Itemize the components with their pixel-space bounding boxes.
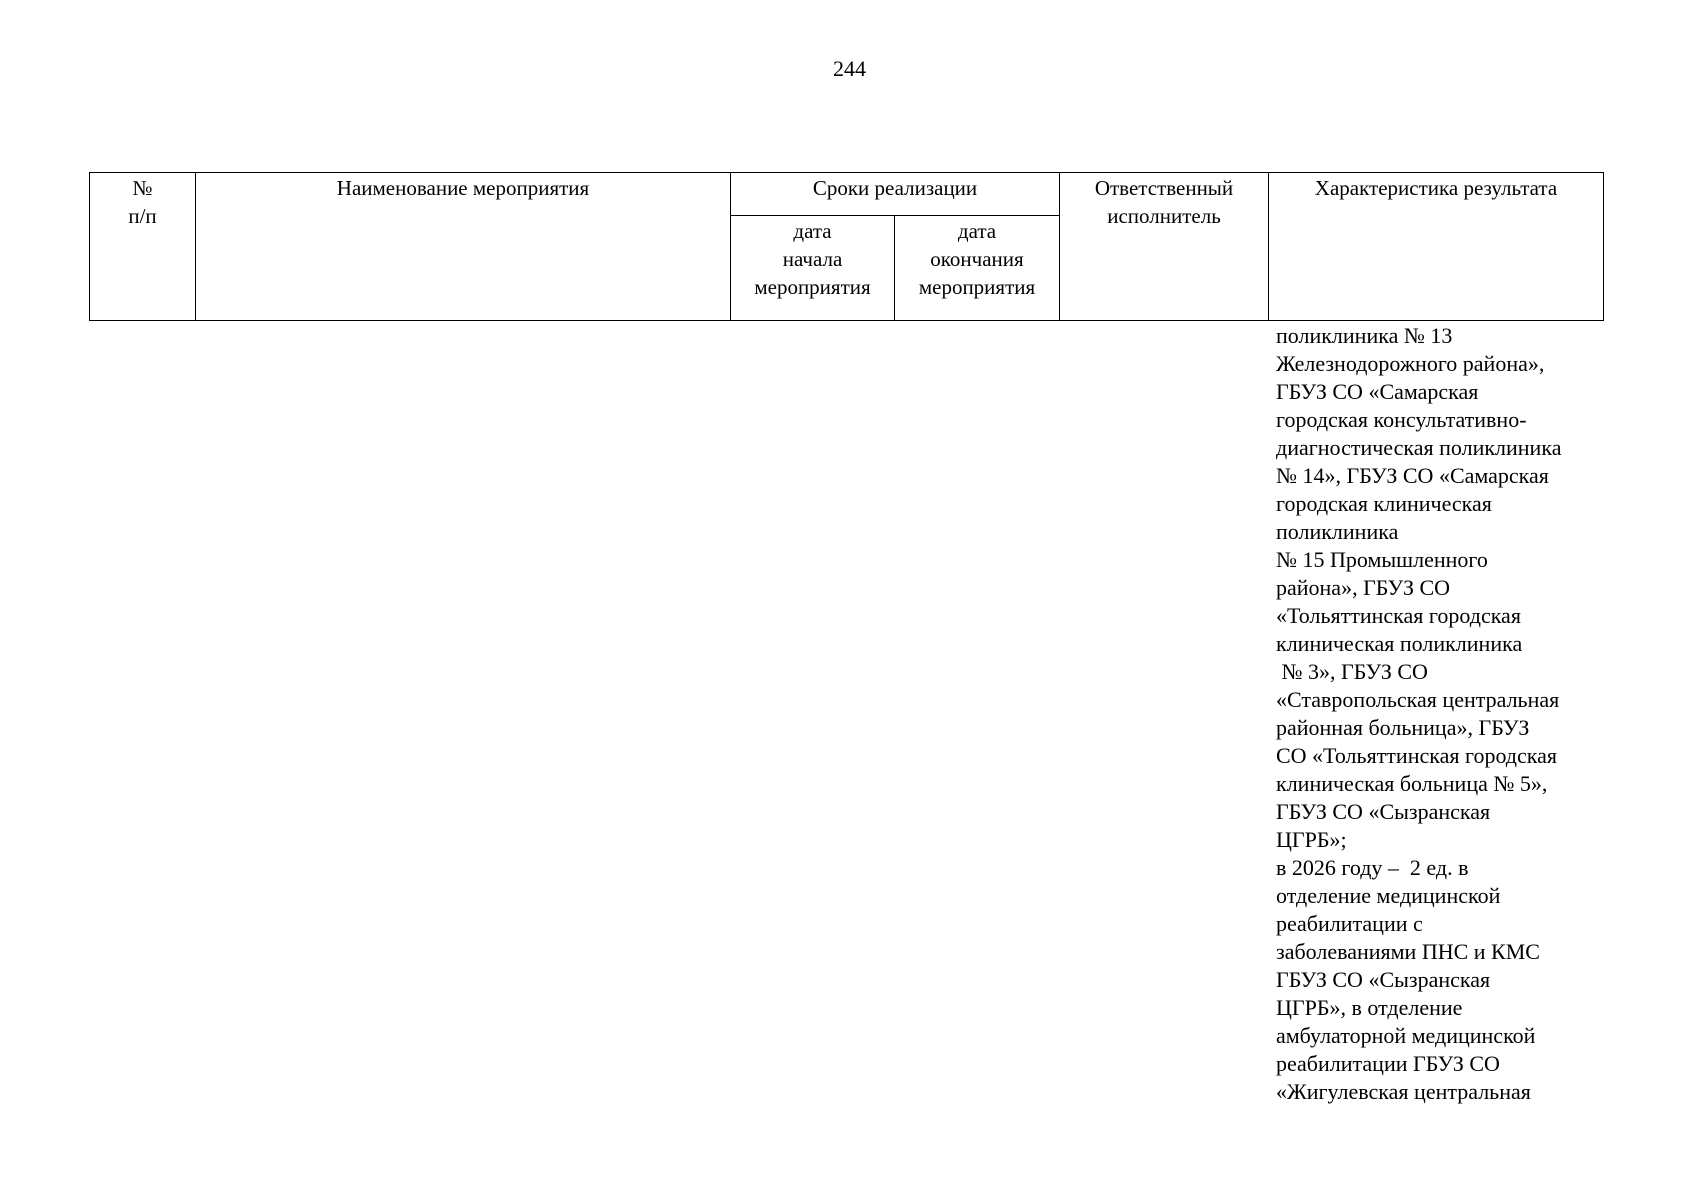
- continuation-line: № 14», ГБУЗ СО «Самарская: [1276, 463, 1549, 488]
- continuation-line: реабилитации с: [1276, 911, 1423, 936]
- continuation-line: ЦГРБ», в отделение: [1276, 995, 1463, 1020]
- continuation-line: Железнодорожного района»,: [1276, 351, 1545, 376]
- continuation-line: городская консультативно-: [1276, 407, 1527, 432]
- continuation-line: ГБУЗ СО «Сызранская: [1276, 799, 1491, 824]
- continuation-line: реабилитации ГБУЗ СО: [1276, 1051, 1500, 1076]
- header-start: [731, 216, 895, 321]
- header-start-label: дата начала мероприятия: [754, 219, 871, 299]
- header-result-label: Характеристика результата: [1314, 176, 1558, 200]
- continuation-line: городская клиническая: [1276, 491, 1492, 516]
- header-end: [895, 216, 1060, 321]
- continuation-line: ГБУЗ СО «Сызранская: [1276, 967, 1491, 992]
- continuation-line: ГБУЗ СО «Самарская: [1276, 379, 1479, 404]
- header-terms-label: Сроки реализации: [812, 176, 978, 200]
- header-end-label: дата окончания мероприятия: [918, 219, 1036, 299]
- header-num-label: № п/п: [128, 176, 157, 228]
- continuation-line: «Жигулевская центральная: [1276, 1079, 1531, 1104]
- header-num: [90, 173, 196, 321]
- continuation-line: клиническая больница № 5»,: [1276, 771, 1548, 796]
- continuation-line: клиническая поликлиника: [1276, 631, 1523, 656]
- continuation-line: «Тольяттинская городская: [1276, 603, 1521, 628]
- continuation-line: СО «Тольяттинская городская: [1276, 743, 1558, 768]
- continuation-line: отделение медицинской: [1276, 883, 1501, 908]
- header-responsible: [1060, 173, 1269, 321]
- continuation-line: районная больница», ГБУЗ: [1276, 715, 1530, 740]
- header-responsible-label: Ответственный исполнитель: [1094, 176, 1234, 228]
- header-table: [89, 172, 1604, 321]
- continuation-line: в 2026 году – 2 ед. в: [1276, 855, 1469, 880]
- continuation-line: амбулаторной медицинской: [1276, 1023, 1536, 1048]
- continuation-line: поликлиника № 13: [1276, 323, 1453, 348]
- continuation-line: № 3», ГБУЗ СО: [1276, 659, 1428, 684]
- continuation-line: поликлиника: [1276, 519, 1399, 544]
- continuation-line: заболеваниями ПНС и КМС: [1276, 939, 1540, 964]
- header-name: [196, 173, 731, 321]
- result-continuation-text: [1276, 322, 1606, 1106]
- header-name-label: Наименование мероприятия: [336, 176, 590, 200]
- page-number: 244: [833, 56, 866, 81]
- continuation-line: района», ГБУЗ СО: [1276, 575, 1451, 600]
- header-result: [1269, 173, 1604, 321]
- header-terms: [731, 173, 1060, 216]
- continuation-line: № 15 Промышленного: [1276, 547, 1488, 572]
- continuation-line: «Ставропольская центральная: [1276, 687, 1560, 712]
- continuation-line: ЦГРБ»;: [1276, 827, 1347, 852]
- continuation-line: диагностическая поликлиника: [1276, 435, 1562, 460]
